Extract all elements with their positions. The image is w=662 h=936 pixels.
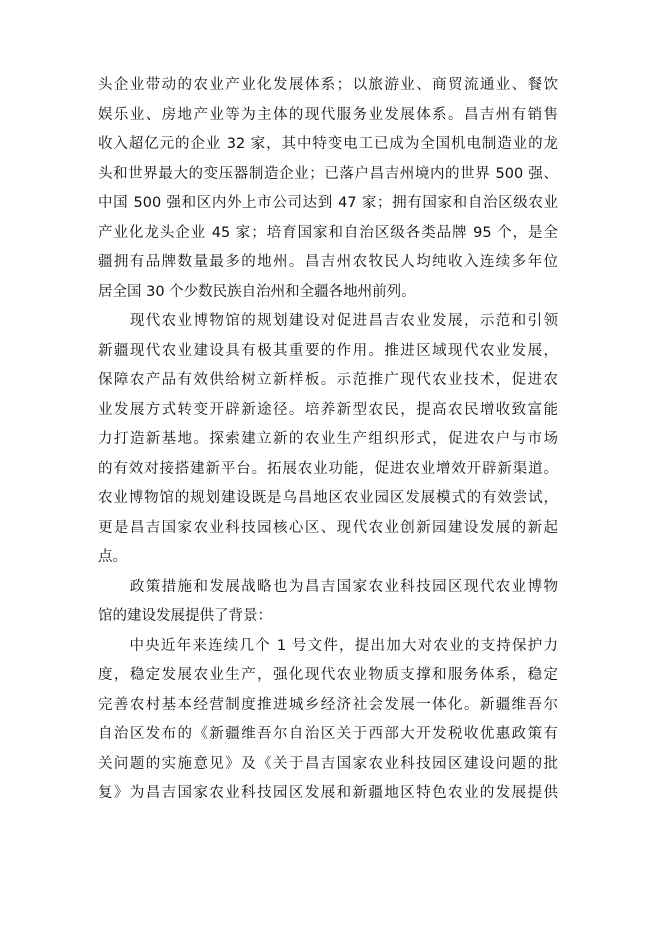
text-line: 农业博物馆的规划建设既是乌昌地区农业园区发展模式的有效尝试， — [98, 490, 558, 506]
text-line: 居全国 30 个少数民族自治州和全疆各地州前列。 — [98, 283, 416, 300]
text-line: 度，稳定发展农业生产，强化现代农业物质支撑和服务体系，稳定 — [98, 667, 558, 683]
text-line: 产业化龙头企业 45 家；培育国家和自治区级各类品牌 95 个，是全 — [98, 224, 558, 241]
text-line: 中国 500 强和区内外上市公司达到 47 家；拥有国家和自治区级农业 — [98, 195, 558, 211]
text-line: 复》为昌吉国家农业科技园区发展和新疆地区特色农业的发展提供 — [98, 785, 558, 801]
text-line: 更是昌吉国家农业科技园核心区、现代农业创新园建设发展的新起 — [98, 519, 558, 536]
text-line: 现代农业博物馆的规划建设对促进昌吉农业发展，示范和引领 — [98, 313, 558, 329]
text-line: 政策措施和发展战略也为昌吉国家农业科技园区现代农业博物 — [98, 578, 558, 595]
text-line: 娱乐业、房地产业等为主体的现代服务业发展体系。昌吉州有销售 — [98, 106, 558, 123]
text-line: 馆的建设发展提供了背景： — [98, 608, 272, 624]
text-line: 完善农村基本经营制度推进城乡经济社会发展一体化。新疆维吾尔 — [98, 696, 558, 713]
text-line: 自治区发布的《新疆维吾尔自治区关于西部大开发税收优惠政策有 — [98, 726, 558, 742]
text-line: 中央近年来连续几个 1 号文件，提出加大对农业的支持保护力 — [98, 637, 558, 654]
text-line: 的有效对接搭建新平台。拓展农业功能，促进农业增效开辟新渠道。 — [98, 460, 558, 477]
text-line: 业发展方式转变开辟新途径。培养新型农民，提高农民增收致富能 — [98, 401, 558, 418]
body-text — [98, 71, 558, 809]
text-line: 保障农产品有效供给树立新样板。示范推广现代农业技术，促进农 — [98, 372, 558, 388]
text-line: 收入超亿元的企业 32 家，其中特变电工已成为全国机电制造业的龙 — [98, 136, 558, 152]
text-line: 关问题的实施意见》及《关于昌吉国家农业科技园区建设问题的批 — [98, 755, 558, 772]
text-line: 疆拥有品牌数量最多的地州。昌吉州农牧民人均纯收入连续多年位 — [98, 254, 558, 270]
text-line: 力打造新基地。探索建立新的农业生产组织形式，促进农户与市场 — [98, 431, 558, 447]
text-line: 点。 — [98, 549, 127, 565]
text-line: 头和世界最大的变压器制造企业；已落户昌吉州境内的世界 500 强、 — [98, 165, 558, 182]
text-line: 头企业带动的农业产业化发展体系；以旅游业、商贸流通业、餐饮 — [98, 77, 558, 93]
text-line: 新疆现代农业建设具有极其重要的作用。推进区域现代农业发展， — [98, 342, 558, 359]
